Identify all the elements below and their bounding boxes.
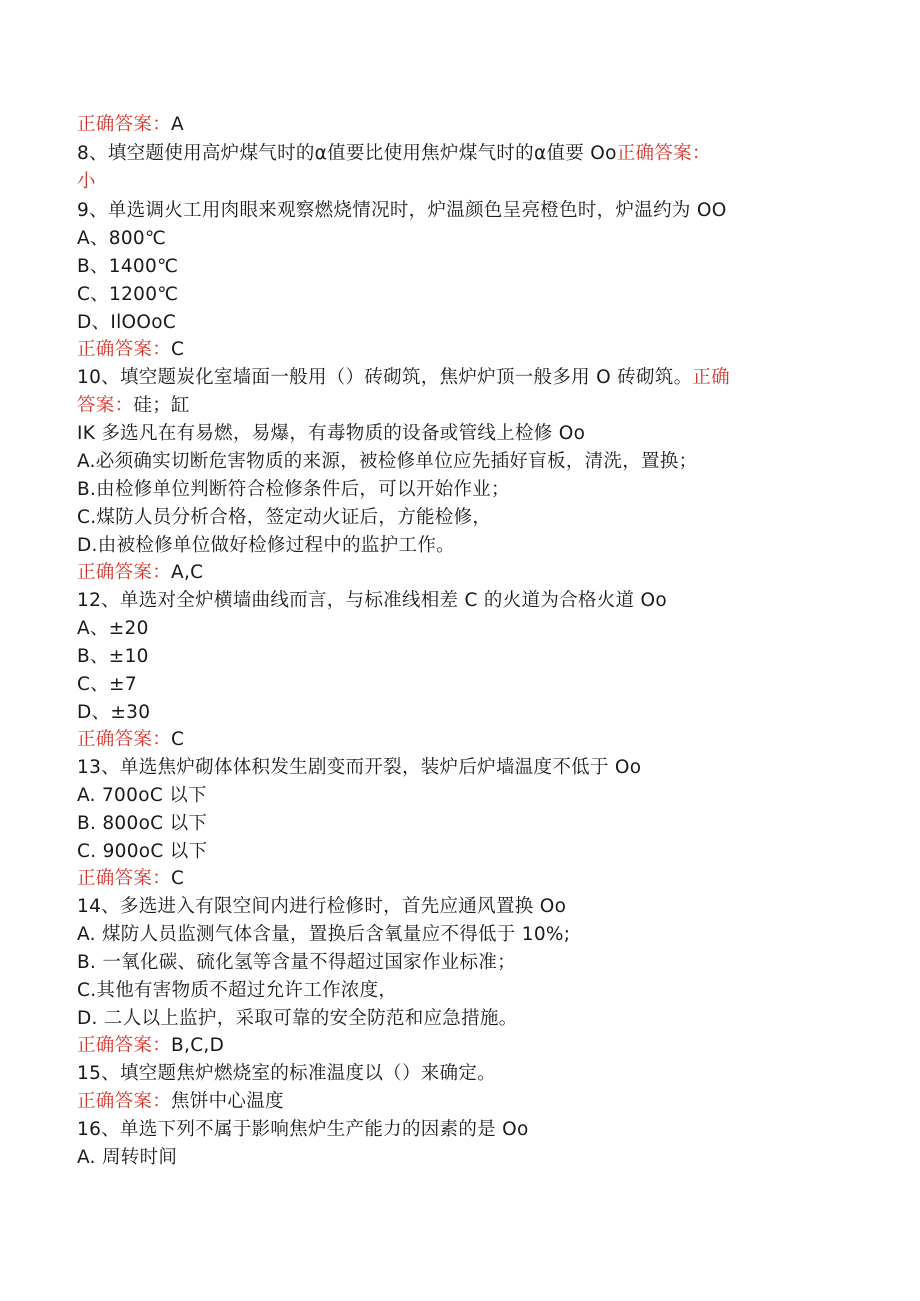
option-line: C.其他有害物质不超过允许工作浓度， [77,980,398,1001]
option-line: C、±7 [77,674,137,695]
answer-label: 正确答案： [77,729,172,750]
option-line: D. 二人以上监护，采取可靠的安全防范和应急措施。 [77,1008,518,1029]
answer-line [77,1032,224,1060]
option-line: B. 800oC 以下 [77,813,208,834]
answer-line [77,726,184,754]
option-line: D、IlOOoC [77,312,177,333]
option-line: A.必须确实切断危害物质的来源，被检修单位应先插好盲板，清洗，置换； [77,451,698,472]
question-line: 16、单选下列不属于影响焦炉生产能力的因素的是 Oo [77,1119,529,1140]
answer-value: B,C,D [171,1035,225,1056]
answer-label: 正确答案： [77,114,172,135]
answer-value: C [171,729,185,750]
option-line: A、800℃ [77,228,167,249]
option-line: B、1400℃ [77,256,179,277]
question-line [77,140,711,168]
question-line [77,364,730,392]
option-line: C. 900oC 以下 [77,841,208,862]
answer-label: 正确答案： [77,1091,172,1112]
option-line: A、±20 [77,618,149,639]
answer-label: 正确答案： [77,1035,172,1056]
option-line: D.由被检修单位做好检修过程中的监护工作。 [77,535,455,556]
question-line: IK 多选凡在有易燃，易爆，有毒物质的设备或管线上检修 Oo [77,423,586,444]
answer-label: 答案： [77,395,134,416]
answer-line [77,865,184,893]
option-line: B. 一氧化碳、硫化氢等含量不得超过国家作业标准； [77,952,516,973]
answer-value: 焦饼中心温度 [171,1091,284,1112]
answer-value: 小 [77,171,96,192]
answer-value: A,C [171,562,204,583]
question-text: 10、填空题炭化室墙面一般用（）砖砌筑，焦炉炉顶一般多用 O 砖砌筑。 [77,367,693,388]
question-text: 8、填空题使用高炉煤气时的α值要比使用焦炉煤气时的α值要 Oo [77,143,617,164]
answer-label: 正确 [692,367,730,388]
answer-value: C [171,868,185,889]
option-line: A. 煤防人员监测气体含量，置换后含氧量应不得低于 10%; [77,924,571,945]
question-line: 15、填空题焦炉燃烧室的标准温度以（）来确定。 [77,1063,496,1084]
option-line: B、±10 [77,646,149,667]
option-line: A. 700oC 以下 [77,785,207,806]
option-line: C、1200℃ [77,284,179,305]
answer-line [77,111,184,139]
answer-label: 正确答案： [616,143,711,164]
answer-line [77,392,190,420]
option-line: B.由检修单位判断符合检修条件后，可以开始作业； [77,479,510,500]
answer-line [77,1088,284,1116]
answer-value: 硅；缸 [133,395,190,416]
option-line: C.煤防人员分析合格，签定动火证后，方能检修， [77,507,492,528]
answer-value: A [171,114,184,135]
question-line: 14、多选进入有限空间内进行检修时，首先应通风置换 Oo [77,896,567,917]
answer-label: 正确答案： [77,339,172,360]
answer-label: 正确答案： [77,868,172,889]
answer-line [77,336,184,364]
question-line: 9、单选调火工用肉眼来观察燃烧情况时，炉温颜色呈亮橙色时，炉温约为 OO [77,200,727,221]
question-line: 13、单选焦炉砌体体积发生剧变而开裂，装炉后炉墙温度不低于 Oo [77,757,642,778]
option-line: A. 周转时间 [77,1147,178,1168]
answer-line [77,559,203,587]
answer-value: C [171,339,185,360]
answer-label: 正确答案： [77,562,172,583]
question-line: 12、单选对全炉横墙曲线而言，与标准线相差 C 的火道为合格火道 Oo [77,590,667,611]
option-line: D、±30 [77,702,151,723]
